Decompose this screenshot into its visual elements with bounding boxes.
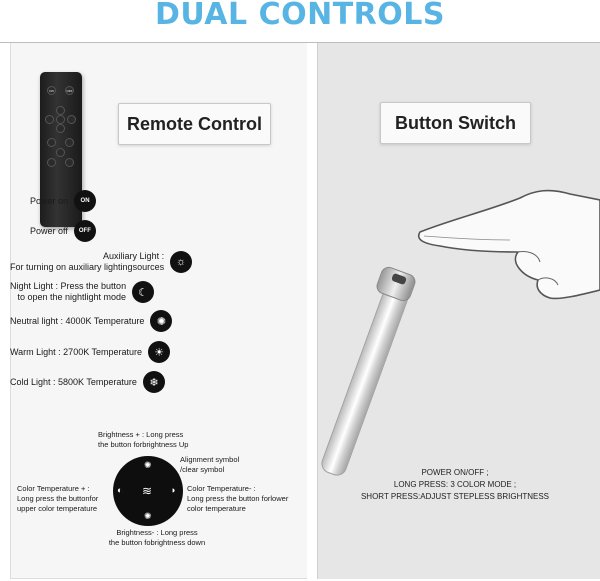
legend-row-night-light [10, 281, 243, 303]
legend-row-cold [10, 371, 243, 393]
color-temp-minus-note: Color Temperature- : Long press the button forlower color temperature [187, 484, 289, 513]
remote-neutral-button [56, 148, 65, 157]
neutral-light-icon: ✺ [150, 310, 172, 332]
auxiliary-light-icon: ☼ [170, 251, 192, 273]
color-temp-minus-icon: ◑ [170, 485, 176, 495]
cold-light-icon: ❄ [143, 371, 165, 393]
legend-label: Neutral light : 4000K Temperature [10, 315, 145, 326]
legend-row-auxiliary [10, 251, 243, 273]
instruction-line: POWER ON/OFF ; [421, 468, 489, 477]
legend-row-power-off [30, 220, 243, 242]
legend-label: Warm Light : 2700K Temperature [10, 346, 143, 357]
button-switch-instructions [330, 467, 580, 503]
power-on-icon: ON [74, 190, 96, 212]
legend-row-power-on [30, 190, 243, 212]
brightness-down-note: Brightness- : Long press the button fobrightness down [108, 528, 206, 547]
remote-dial [113, 456, 183, 526]
remote-off-button: OFF [65, 86, 74, 95]
night-light-icon: ☾ [132, 281, 154, 303]
brightness-down-icon: ✺ [144, 511, 152, 521]
remote-warm-button [47, 158, 56, 167]
page-title: DUAL CONTROLS [154, 0, 446, 32]
legend-label: Cold Light : 5800K Temperature [10, 376, 137, 387]
remote-night-button [65, 138, 74, 147]
alignment-note: Alignment symbol /clear symbol [180, 455, 240, 474]
remote-brightness-down-button [56, 124, 65, 133]
brightness-up-icon: ✺ [144, 460, 152, 470]
power-off-icon: OFF [74, 220, 96, 242]
hand-icon [410, 180, 600, 310]
remote-wifi-button [56, 115, 65, 124]
remote-aux-button [47, 138, 56, 147]
legend-label: Power off [30, 225, 68, 236]
warm-light-icon: ☀ [148, 341, 170, 363]
instruction-line: SHORT PRESS:ADJUST STEPLESS BRIGHTNESS [360, 492, 550, 501]
remote-color-plus-button [45, 115, 54, 124]
legend-label: Night Light : Press the button to open the nightlight mode [10, 281, 127, 302]
legend-row-warm [10, 341, 243, 363]
remote-color-minus-button [67, 115, 76, 124]
legend-label: Auxiliary Light : For turning on auxiliary lightingsources [10, 251, 165, 272]
wifi-icon: ≋ [142, 484, 153, 498]
instruction-line: LONG PRESS: 3 COLOR MODE ; [393, 480, 517, 489]
remote-brightness-up-button [56, 106, 65, 115]
remote-control-header: Remote Control [118, 103, 271, 145]
brightness-up-note: Brightness + : Long press the button forbrightness Up [98, 430, 189, 449]
button-switch-header: Button Switch [380, 102, 531, 144]
color-temp-plus-icon: ◐ [117, 485, 123, 495]
legend-row-neutral [10, 310, 243, 332]
remote-on-button: ON [47, 86, 56, 95]
legend-label: Power on [30, 195, 69, 206]
color-temp-plus-note: Color Temperature + : Long press the buttonfor upper color temperature [17, 484, 99, 513]
remote-cold-button [65, 158, 74, 167]
